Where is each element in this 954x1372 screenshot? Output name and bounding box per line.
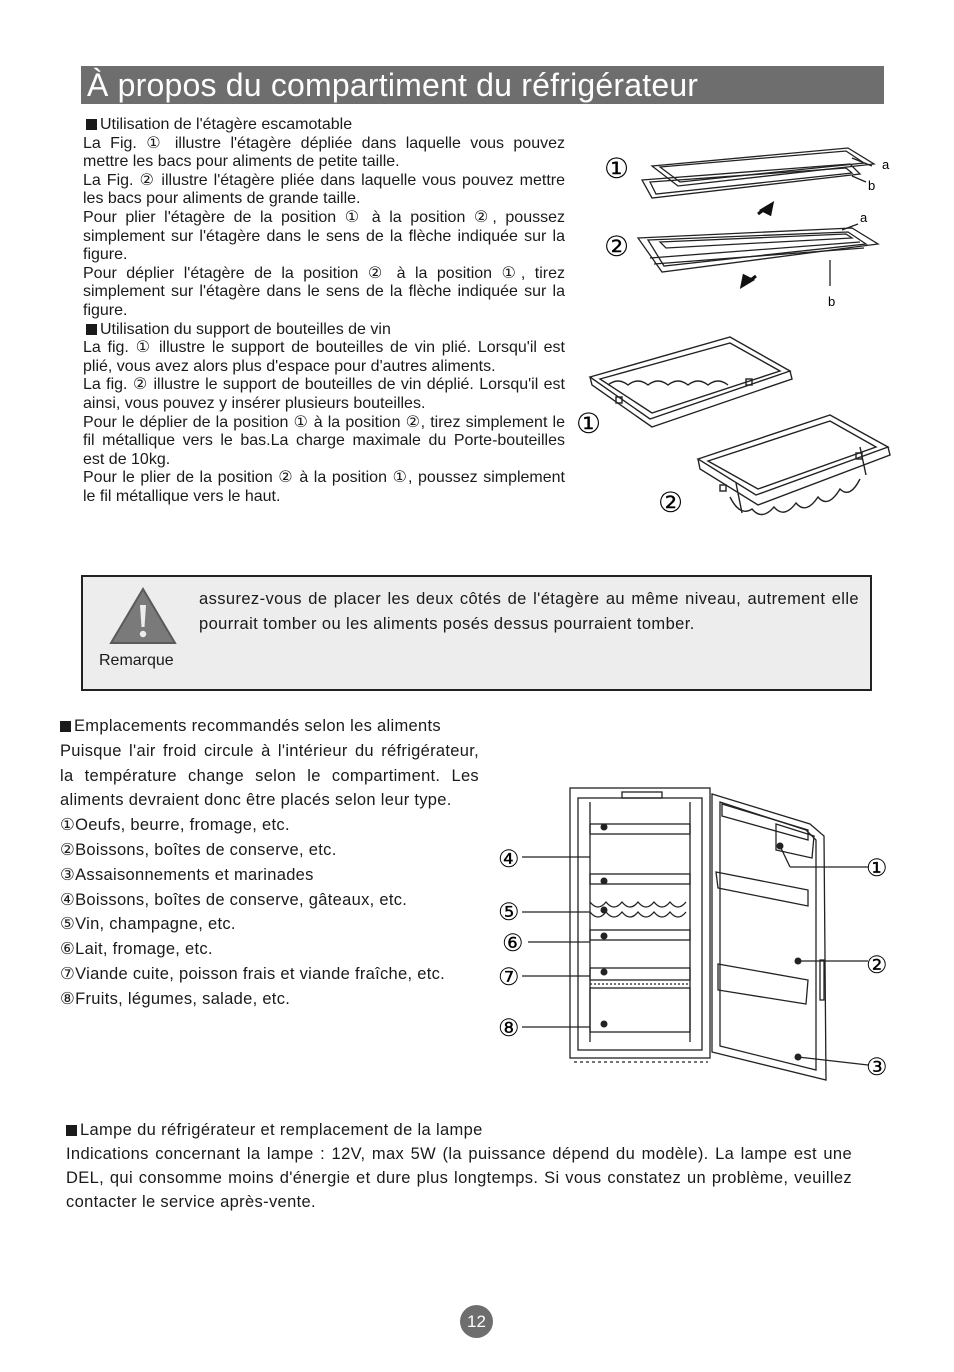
label-6: ⑥: [502, 929, 524, 957]
page-number: 12: [460, 1305, 493, 1338]
shelf-heading: Utilisation de l'étagère escamotable: [83, 116, 565, 135]
lamp-text: [66, 1118, 852, 1214]
wine-paragraph-4: Pour le plier de la position ② à la position ①, poussez simplement le fil métallique vers le haut.: [83, 469, 565, 505]
placement-heading: Emplacements recommandés selon les aliments: [60, 714, 479, 739]
shelf-wine-text: [83, 116, 565, 506]
label-a: a: [882, 157, 890, 172]
note-text: assurez-vous de placer les deux côtés de l'étagère au même niveau, autrement elle pourrait tomber ou les aliments posés dessus pourraient tomber.: [199, 590, 859, 633]
placement-item-3: ③Assaisonnements et marinades: [60, 865, 314, 884]
shelf-paragraph-2: La Fig. ② illustre l'étagère pliée dans laquelle vous pouvez mettre les bacs pour aliments de grande taille.: [83, 171, 565, 208]
title-bar: [81, 66, 884, 104]
fridge-body-drawing: [570, 788, 826, 1080]
label-b: b: [868, 178, 876, 193]
label-b-2: b: [828, 294, 836, 309]
page-title: À propos du compartiment du réfrigérateur: [87, 67, 699, 103]
arrow-down-icon: [742, 276, 756, 286]
arrow-up-icon: [758, 204, 772, 214]
wine-paragraph-2: La fig. ② illustre le support de bouteilles de vin déplié. Lorsqu'il est ainsi, vous pouvez y insérer plusieurs bouteilles.: [83, 376, 565, 412]
placement-intro: Puisque l'air froid circule à l'intérieur du réfrigérateur, la température change selon le compartiment. Les aliments devraient donc être placés selon leur type.: [60, 741, 479, 810]
label-3: ③: [866, 1053, 888, 1081]
wine-rack-folded-drawing: [590, 337, 792, 427]
label-5: ⑤: [498, 898, 520, 926]
bullet-square-icon: [86, 324, 97, 335]
note-label: Remarque: [99, 652, 174, 669]
fig-number-2: ②: [604, 230, 630, 263]
placement-item-7: ⑦Viande cuite, poisson frais et viande fraîche, etc.: [60, 964, 446, 983]
placement-item-4: ④Boissons, boîtes de conserve, gâteaux, etc.: [60, 890, 408, 909]
bullet-square-icon: [60, 721, 71, 732]
lamp-paragraph: Indications concernant la lampe : 12V, max 5W (la puissance dépend du modèle). La lampe est une DEL, qui consomme moins d'énergie et dure plus longtemps. Si vous constatez un problème, veuillez contacter le service après-vente.: [66, 1145, 852, 1211]
placement-item-1: ①Oeufs, beurre, fromage, etc.: [60, 816, 290, 835]
label-1: ①: [866, 854, 888, 882]
bullet-square-icon: [66, 1125, 77, 1136]
wine-paragraph-3: Pour le déplier de la position ① à la position ②, tirez simplement le fil métallique vers le bas.La charge maximale du Porte-bouteilles est de 10kg.: [83, 413, 565, 468]
wine-heading: Utilisation du support de bouteilles de vin: [83, 321, 565, 340]
fridge-figure: [490, 780, 900, 1090]
wine-fig-number-2: ②: [658, 486, 684, 519]
label-4: ④: [498, 845, 520, 873]
fridge-number-labels: [498, 845, 888, 1081]
placement-item-5: ⑤Vin, champagne, etc.: [60, 915, 236, 934]
lamp-heading: Lampe du réfrigérateur et remplacement de la lampe: [66, 1118, 852, 1142]
unfolded-shelf-drawing: [642, 148, 874, 198]
label-a-2: a: [860, 210, 868, 225]
note-box: [81, 575, 872, 691]
wine-paragraph-1: La fig. ① illustre le support de bouteilles de vin plié. Lorsqu'il est plié, vous avez alors plus d'espace pour d'autres aliments.: [83, 339, 565, 375]
folded-shelf-drawing: [638, 224, 878, 286]
folding-shelf-figure: [590, 138, 900, 313]
label-7: ⑦: [498, 963, 520, 991]
shelf-paragraph-4: Pour déplier l'étagère de la position ② à la position ①, tirez simplement sur l'étagère dans le sens de la flèche indiquée sur la figure.: [83, 264, 565, 319]
wine-rack-unfolded-drawing: [698, 415, 890, 515]
fridge-marker-dots: [601, 824, 802, 1061]
bullet-square-icon: [86, 119, 97, 130]
placement-item-2: ②Boissons, boîtes de conserve, etc.: [60, 840, 337, 859]
placement-text: [60, 714, 479, 1012]
wine-fig-number-1: ①: [576, 407, 602, 440]
wine-rack-figure: [570, 335, 900, 535]
fig-number-1: ①: [604, 152, 630, 185]
placement-item-6: ⑥Lait, fromage, etc.: [60, 940, 213, 959]
label-8: ⑧: [498, 1014, 520, 1042]
shelf-paragraph-1: La Fig. ① illustre l'étagère dépliée dans laquelle vous pouvez mettre les bacs pour aliments de petite taille.: [83, 134, 565, 171]
label-2: ②: [866, 951, 888, 979]
placement-item-8: ⑧Fruits, légumes, salade, etc.: [60, 989, 291, 1008]
warning-triangle-icon: [107, 585, 179, 649]
shelf-paragraph-3: Pour plier l'étagère de la position ① à la position ②, poussez simplement sur l'étagère dans le sens de la flèche indiquée sur la figure.: [83, 208, 565, 264]
